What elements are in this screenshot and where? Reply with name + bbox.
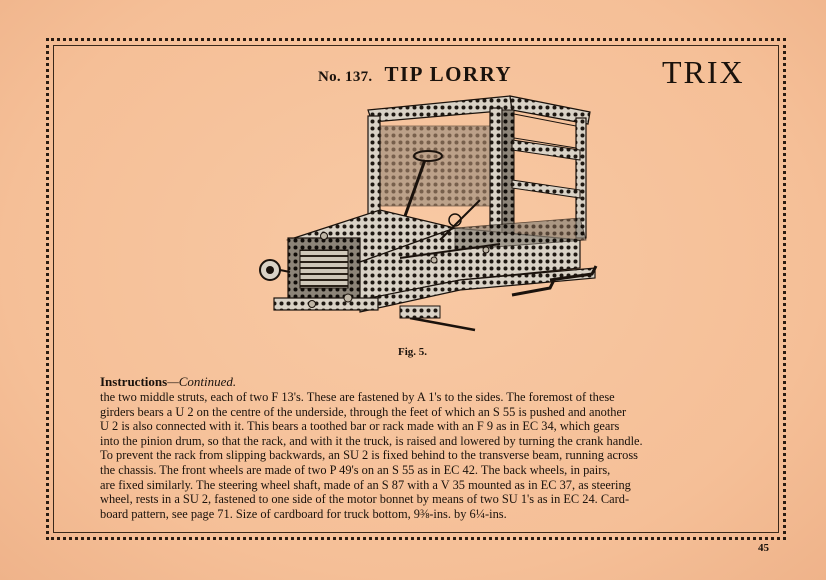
instructions-line: into the pinion drum, so that the rack, and with it the truck, is raised and lowered by turning the crank handle. xyxy=(100,433,643,448)
instructions-line: wheel, rests in a SU 2, fastened to one side of the motor bonnet by means of two SU 1's as in EC 24. Card- xyxy=(100,492,630,507)
instructions-heading-label: Instructions xyxy=(100,374,168,389)
page-title xyxy=(318,62,512,90)
instructions-body xyxy=(100,390,740,521)
model-name: TIP LORRY xyxy=(384,62,513,86)
instructions-line: girders bears a U 2 on the centre of the underside, through the feet of which an S 55 is pushed and another xyxy=(100,404,627,419)
brand-logo: TRIX xyxy=(662,54,745,90)
figure-tip-lorry xyxy=(250,90,610,350)
instructions-line: To prevent the rack from slipping backwards, an SU 2 is fixed behind to the transverse beam, running across xyxy=(100,448,638,463)
instructions-line: are fixed similarly. The steering wheel shaft, made of an S 87 with a V 35 mounted as in EC 37, as steering xyxy=(100,477,631,492)
page-number: 45 xyxy=(758,542,769,554)
instructions-heading-suffix: —Continued. xyxy=(167,374,237,389)
instructions-line: the chassis. The front wheels are made of two P 49's on an S 55 as in EC 42. The back wheels, in pairs, xyxy=(100,462,611,477)
instructions-line: U 2 is also connected with it. This bears a toothed bar or rack made with an F 9 as in EC 34, which gears xyxy=(100,419,620,434)
model-number: No. 137. xyxy=(318,69,373,85)
figure-caption: Fig. 5. xyxy=(398,346,428,358)
instructions-heading xyxy=(100,374,236,390)
instructions-line: board pattern, see page 71. Size of cardboard for truck bottom, 9⅜-ins. by 6¼-ins. xyxy=(100,506,507,521)
instructions-line: the two middle struts, each of two F 13's. These are fastened by A 1's to the sides. The foremost of these xyxy=(100,390,615,404)
tip-lorry-illustration-icon xyxy=(250,90,610,350)
